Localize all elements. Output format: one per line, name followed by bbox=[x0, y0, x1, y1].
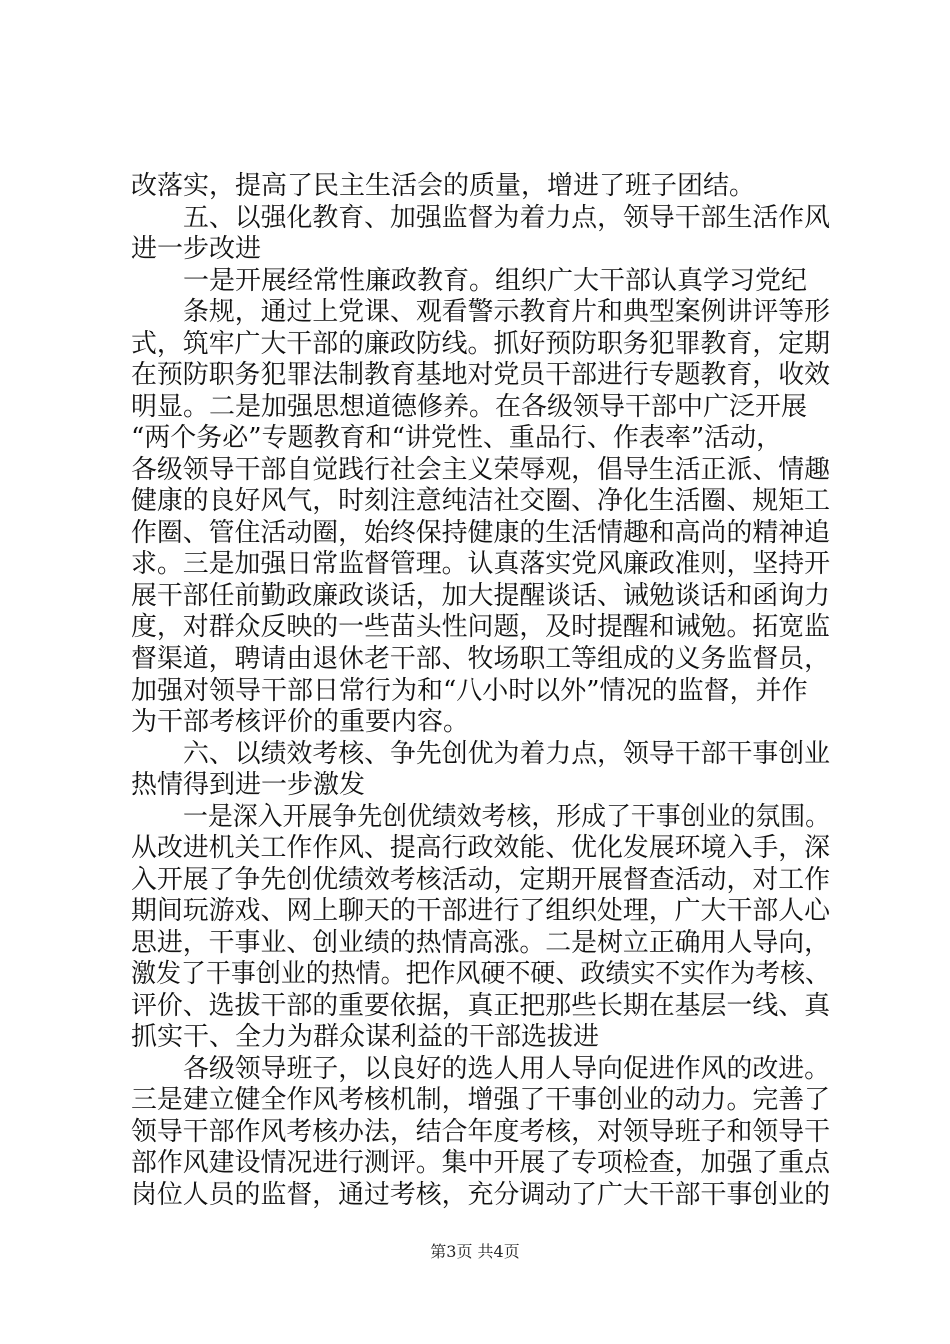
body-line: 度，对群众反映的一些苗头性问题，及时提醒和诫勉。拓宽监 bbox=[131, 612, 831, 643]
body-line: 思进，干事业、创业绩的热情高涨。二是树立正确用人导向， bbox=[131, 927, 831, 958]
body-line: 求。三是加强日常监督管理。认真落实党风廉政准则，坚持开 bbox=[131, 549, 831, 580]
body-line: 岗位人员的监督，通过考核，充分调动了广大干部干事创业的 bbox=[131, 1180, 831, 1210]
body-line: 入开展了争先创优绩效考核活动，定期开展督查活动，对工作 bbox=[131, 864, 831, 895]
body-line: 明显。二是加强思想道德修养。在各级领导干部中广泛开展 bbox=[131, 391, 808, 422]
body-line: 抓实干、全力为群众谋利益的干部选拔进 bbox=[131, 1022, 600, 1053]
body-line: 三是建立健全作风考核机制，增强了干事创业的动力。完善了 bbox=[131, 1085, 831, 1116]
body-line: 部作风建设情况进行测评。集中开展了专项检查，加强了重点 bbox=[131, 1148, 831, 1179]
body-line: 评价、选拔干部的重要依据，真正把那些长期在基层一线、真 bbox=[131, 990, 831, 1021]
section-heading-line: 热情得到进一步激发 bbox=[131, 770, 366, 801]
body-line: 激发了干事创业的热情。把作风硬不硬、政绩实不实作为考核、 bbox=[131, 959, 831, 990]
section-heading-line: 六、以绩效考核、争先创优为着力点，领导干部干事创业 bbox=[183, 738, 831, 769]
body-line: 各级领导班子，以良好的选人用人导向促进作风的改进。 bbox=[183, 1053, 831, 1084]
body-line: 期间玩游戏、网上聊天的干部进行了组织处理，广大干部人心 bbox=[131, 896, 831, 927]
section-heading-line: 五、以强化教育、加强监督为着力点，领导干部生活作风 bbox=[183, 202, 831, 233]
body-line: 展干部任前勤政廉政谈话，加大提醒谈话、诫勉谈话和函询力 bbox=[131, 580, 831, 611]
body-line: 一是开展经常性廉政教育。组织广大干部认真学习党纪 bbox=[183, 265, 808, 296]
body-line: 督渠道，聘请由退休老干部、牧场职工等组成的义务监督员， bbox=[131, 643, 831, 674]
page-number-footer: 第3页 共4页 bbox=[430, 1242, 520, 1261]
body-line: 作圈、管住活动圈，始终保持健康的生活情趣和高尚的精神追 bbox=[131, 517, 831, 548]
body-line: 各级领导干部自觉践行社会主义荣辱观，倡导生活正派、情趣 bbox=[131, 454, 831, 485]
body-line: 从改进机关工作作风、提高行政效能、优化发展环境入手，深 bbox=[131, 833, 831, 864]
body-line: 加强对领导干部日常行为和“八小时以外”情况的监督，并作 bbox=[131, 675, 808, 706]
section-heading-line: 进一步改进 bbox=[131, 234, 262, 265]
body-line: 条规，通过上党课、观看警示教育片和典型案例讲评等形 bbox=[183, 297, 831, 328]
body-line: 领导干部作风考核办法，结合年度考核，对领导班子和领导干 bbox=[131, 1116, 831, 1147]
body-line: 一是深入开展争先创优绩效考核，形成了干事创业的氛围。 bbox=[183, 801, 831, 832]
body-line: 为干部考核评价的重要内容。 bbox=[131, 707, 470, 738]
body-line: 健康的良好风气，时刻注意纯洁社交圈、净化生活圈、规矩工 bbox=[131, 486, 831, 517]
body-line: “两个务必”专题教育和“讲党性、重品行、作表率”活动， bbox=[131, 423, 783, 454]
body-line: 在预防职务犯罪法制教育基地对党员干部进行专题教育，收效 bbox=[131, 360, 831, 391]
body-line: 式，筑牢广大干部的廉政防线。抓好预防职务犯罪教育，定期 bbox=[131, 328, 831, 359]
body-line: 改落实，提高了民主生活会的质量，增进了班子团结。 bbox=[131, 171, 756, 201]
